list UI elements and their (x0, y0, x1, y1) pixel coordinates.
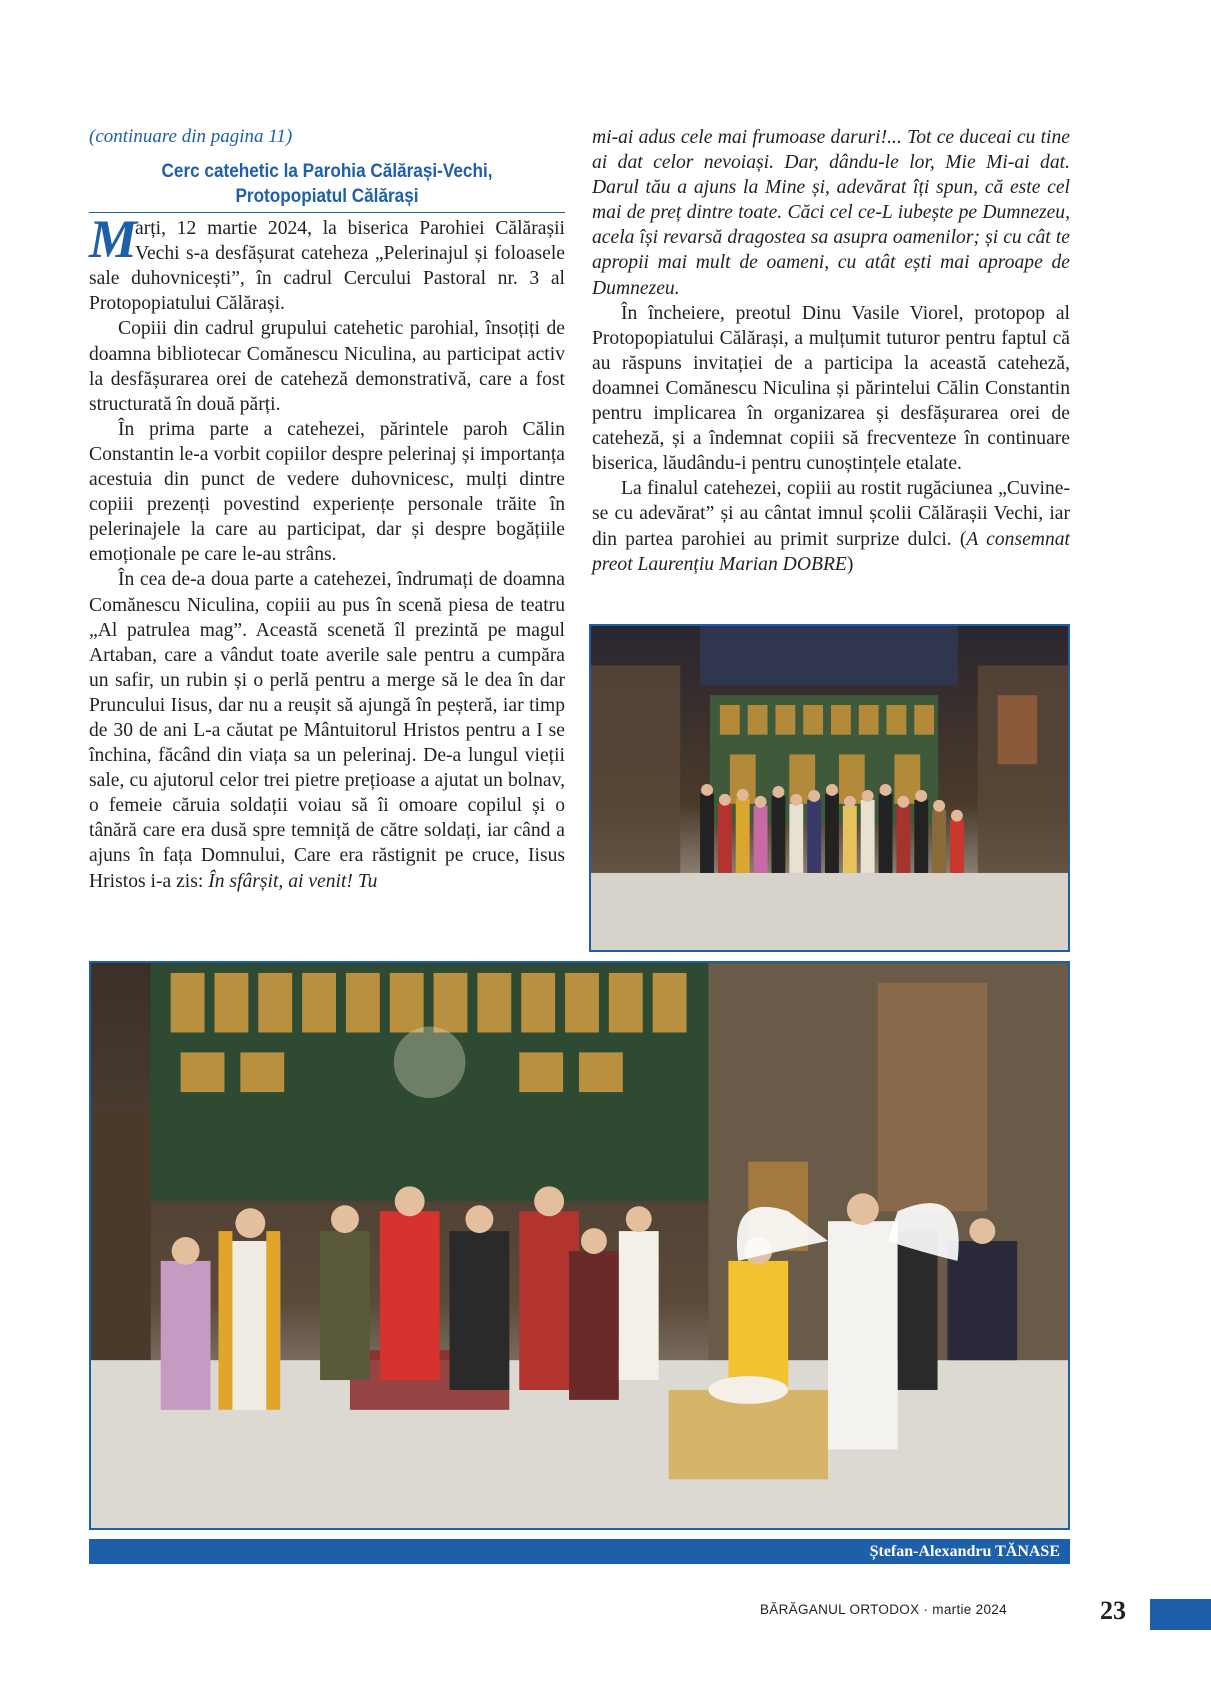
publication-name: BĂRĂGANUL ORTODOX (760, 1602, 920, 1617)
paragraph-6: La finalul catehezei, copiii au rostit rugăciunea „Cuvine-se cu adevărat” și au cântat imnul școlii Călărașii Vechi, iar din partea parohiei au primit surprize dulci. (A consemnat preot Laurențiu Marian DOBRE) (592, 478, 1070, 575)
photo-credit: Ștefan-Alexandru TĂNASE (869, 1543, 1060, 1560)
paragraph-1: M arți, 12 martie 2024, la biserica Parohiei Călărașii Vechi s-a desfășurat cateheza „Pelerinajul și foloasele sale duhovnicești”, în cadrul Cercului Pastoral nr. 3 al Protopopiatului Călărași. (89, 209, 565, 315)
article-title-line-1: Cerc catehetic la Parohia Călărași-Vechi, (161, 160, 493, 183)
right-column (592, 125, 1070, 577)
church-group-picture (591, 626, 1068, 950)
page-number: 23 (1100, 1596, 1126, 1625)
paragraph-2: Copiii din cadrul grupului catehetic parohial, însoțiți de doamna bibliotecar Comănescu Niculina, au participat activ la desfășurarea orei de cateheză demonstrativă, care a fost structurată în două părți. (89, 318, 565, 415)
photo-credit-bar (89, 1539, 1070, 1564)
drop-cap: M (89, 209, 138, 270)
continuation-note: (continuare din pagina 11) (89, 126, 293, 147)
left-column (89, 124, 565, 894)
corner-tab (1150, 1599, 1211, 1630)
nativity-play-picture (91, 963, 1068, 1528)
paragraph-5: În încheiere, preotul Dinu Vasile Viorel, protopop al Protopopiatului Călărași, a mulțumit tuturor pentru faptul că au răspuns invitației de a participa la această cateheză, doamnei Comănescu Niculina și părintelui Călin Constantin pentru implicarea în organizarea și desfășurarea orei de cateheză, și a îndemnat copiii să frecventeze în continuare biserica, lăudându-i pentru cunoștințele etalate. (592, 302, 1070, 475)
article-title-line-2: Protopopiatul Călărași (235, 185, 419, 208)
footer-publication: BĂRĂGANUL ORTODOX · martie 2024 (760, 1602, 1007, 1617)
article-title (118, 159, 537, 209)
title-rule (89, 212, 565, 213)
paragraph-3: În prima parte a catehezei, părintele paroh Călin Constantin le-a vorbit copiilor despre pelerinaj și importanța acestuia din punct de vedere duhovnicesc, mulți dintre copiii prezenți povestind experiențe personale trăite în pelerinajele la care au participat, dar și despre bogățiile emoționale pe care le-au strâns. (89, 418, 565, 566)
photo-nativity-play (89, 961, 1070, 1530)
quote-continuation: mi-ai adus cele mai frumoase daruri!... Tot ce duceai cu tine ai dat celor nevoiași. Dar, dându-le lor, Mie Mi-ai dat. Darul tău a ajuns la Mine și, adevărat îți spun, că este cel mai de preț dintre toate. Căci cel ce-L iubește pe Dumnezeu, acela își revarsă dragostea sa asupra oamenilor; și cu cât te apropii mai mult de oameni, cu atât ești mai aproape de Dumnezeu. (592, 127, 1070, 299)
quote-start: În sfârșit, ai venit! Tu (208, 870, 378, 892)
author-signature: A consemnat preot Laurențiu Marian DOBRE (592, 528, 1070, 575)
issue-date: martie 2024 (932, 1602, 1007, 1617)
photo-church-group (589, 624, 1070, 952)
paragraph-4: În cea de-a doua parte a catehezei, îndrumați de doamna Comănescu Niculina, copiii au pus în scenă piesa de teatru „Al patrulea mag”. Această scenetă îl prezintă pe magul Artaban, care a vândut toate averile sale pentru a cumpăra un safir, un rubin și o perlă pentru a merge să le dea în dar Pruncului Iisus, dar nu a reușit să ajungă în peșteră, iar timp de 30 de ani L-a căutat pe Mântuitorul Hristos pentru a I se închina, făcând din viața sa un pelerinaj. De-a lungul vieții sale, cu ajutorul celor trei pietre prețioase a ajutat un bolnav, o femeie căruia soldații voiau să îi omoare copilul și o tânără care era dusă spre temniță de către soldați, iar când a ajuns în fața Domnului, Care era răstignit pe cruce, Iisus Hristos i-a zis: În sfârșit, ai venit! Tu (89, 569, 565, 892)
